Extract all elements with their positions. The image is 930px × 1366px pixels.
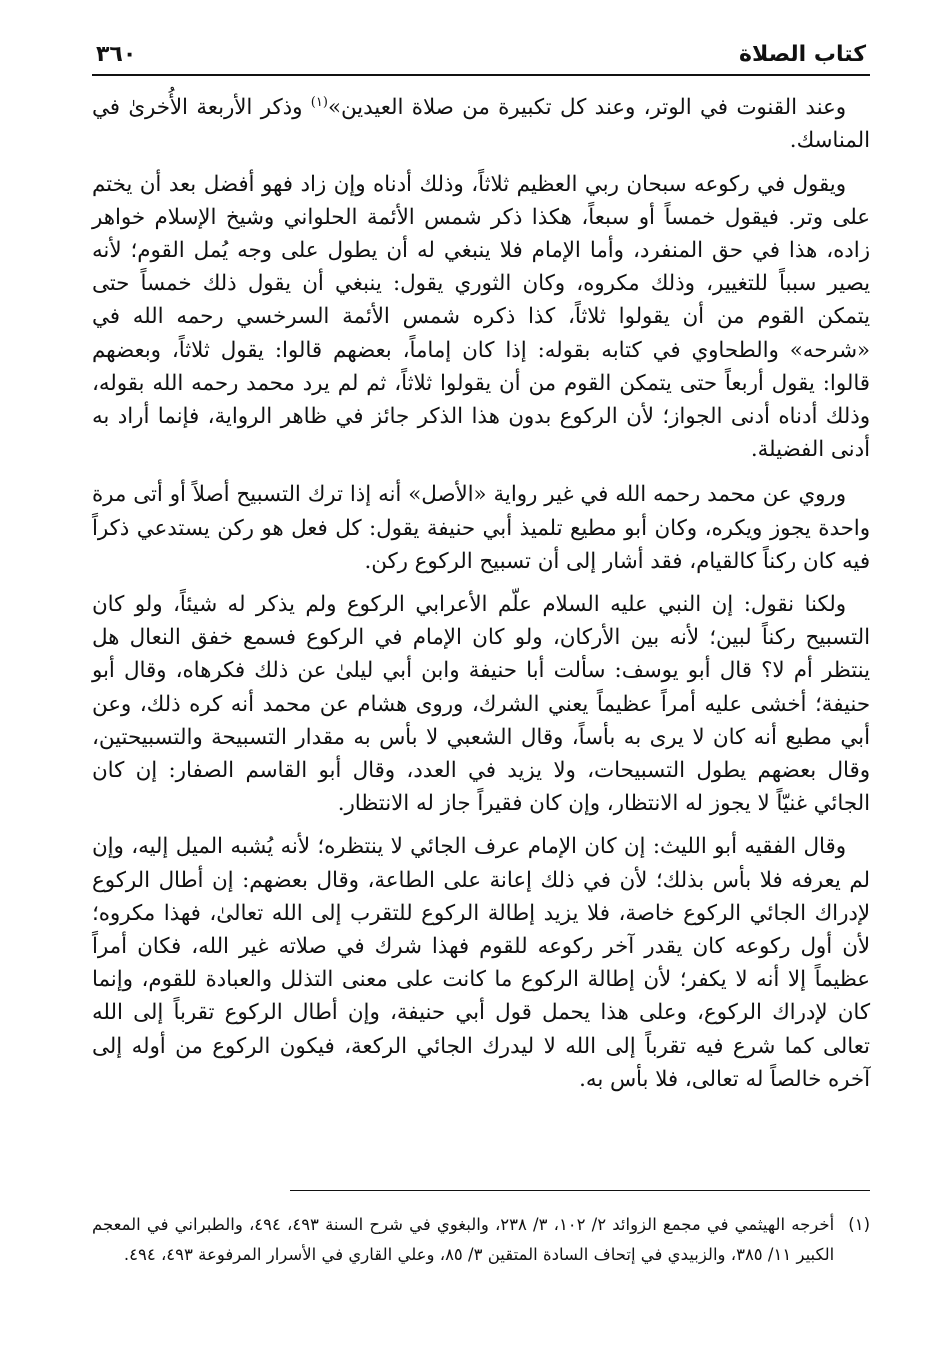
book-page (92, 40, 870, 1366)
paragraph: وروي عن محمد رحمه الله في غير رواية «الأصل» أنه إذا ترك التسبيح أصلاً أو أتى مرة واحدة يجوز ويكره، وكان أبو مطيع تلميذ أبي حنيفة يقول: كل فعل هو ركن يستدعي ذكراً فيه كان ركناً كالقيام، فقد أشار إلى أن تسبيح الركوع ركن. (92, 482, 870, 574)
paragraph (92, 86, 870, 158)
footnote-text: أخرجه الهيثمي في مجمع الزوائد ٢/ ١٠٢، ٣/ ٢٣٨، والبغوي في شرح السنة ٤٩٣، ٤٩٤، والطبراني في المعجم الكبير ١١/ ٣٨٥، والزبيدي في إتحاف السادة المتقين ٣/ ٨٥، وعلي القاري في الأسرار المرفوعة ٤٩٣، ٤٩٤. (92, 1215, 835, 1264)
paragraph: ولكنا نقول: إن النبي عليه السلام علّم الأعرابي الركوع ولم يذكر له شيئاً، ولو كان التسبيح ركناً لبين؛ لأنه بين الأركان، ولو كان الإمام في الركوع فسمع خفق النعال هل ينتظر أم لا؟ قال أبو يوسف: سألت أبا حنيفة وابن أبي ليلىٰ عن ذلك فكرهاه، وقال أبو حنيفة؛ أخشى عليه أمراً عظيماً يعني الشرك، وروى هشام عن محمد أنه كره ذلك، وعن أبي مطيع أنه كان لا يرى به بأساً، وقال الشعبي لا بأس به مقدار التسبيحة والتسبيحتين، وقال بعضهم يطول التسبيحات، ولا يزيد في العدد، وقال أبو القاسم الصفار: إن كان الجائي غنيّاً لا يجوز له الانتظار، وإن كان فقيراً جاز له الانتظار. (92, 591, 870, 817)
page-number: ٣٦٠ (96, 42, 137, 67)
page-header (92, 40, 870, 70)
header-divider (92, 74, 870, 76)
paragraph: وقال الفقيه أبو الليث: إن كان الإمام عرف الجائي لا ينتظره؛ لأنه يُشبه الميل إليه، وإن لم يعرفه فلا بأس بذلك؛ لأن في ذلك إعانة على الطاعة، وقال بعضهم: إن أطال الركوع لإدراك الجائي الركوع خاصة، فلا يزيد إطالة الركوع للتقرب إلى الله تعالىٰ، فهذا مكروه؛ لأن أول ركوعه كان يقدر آخر ركوعه للقوم فهذا شرك في صلاته غير الله، فكان أمراً عظيماً إلا أنه لا يكفر؛ لأن إطالة الركوع ما كانت على معنى التذلل والعبادة للقوم، وإنما كان لإدراك الركوع، وعلى هذا يحمل قول أبي حنيفة، وإن أطال الركوع تقرباً إلى الله تعالى كما شرع فيه تقرباً إلى الله لا ليدرك الجائي الركعة، فيكون الركوع من أوله إلى آخره خالصاً له تعالى، فلا بأس به. (92, 834, 870, 1092)
paragraph-text: وعند القنوت في الوتر، وعند كل تكبيرة من صلاة العيدين» (327, 95, 846, 121)
paragraph-text: وذكر الأربعة الأُخرىٰ في المناسك. (92, 95, 870, 154)
footnote (92, 1210, 870, 1270)
book-title: كتاب الصلاة (739, 42, 866, 67)
page-body (92, 86, 870, 1096)
footnote-marker: (١) (848, 1215, 870, 1234)
footnote-divider (290, 1190, 870, 1191)
footnote-reference: (١) (310, 95, 328, 110)
paragraph: ويقول في ركوعه سبحان ربي العظيم ثلاثاً، وذلك أدناه وإن زاد فهو أفضل بعد أن يختم على وتر. فيقول خمساً أو سبعاً، هكذا ذكر شمس الأئمة الحلواني وشيخ الإسلام خواهر زاده، هذا في حق المنفرد، وأما الإمام فلا ينبغي له أن يطول على وجه يُمل القوم؛ لأنه يصير سبباً للتغيير، وذلك مكروه، وكان الثوري يقول: ينبغي أن يقول ذلك خمساً حتى يتمكن القوم من أن يقولوا ثلاثاً، كذا ذكره شمس الأئمة السرخسي رحمه الله في «شرحه» والطحاوي في كتابه بقوله: إذا كان إماماً، بعضهم قالوا: يقول ثلاثاً، وبعضهم قالوا: يقول أربعاً حتى يتمكن القوم من أن يقولوا ثلاثاً، ثم لم يرد محمد رحمه الله بقوله، وذلك أدناه أدنى الجواز؛ لأن الركوع بدون هذا الذكر جائز في ظاهر الرواية، فإنما أراد به أدنى الفضيلة. (92, 171, 870, 463)
